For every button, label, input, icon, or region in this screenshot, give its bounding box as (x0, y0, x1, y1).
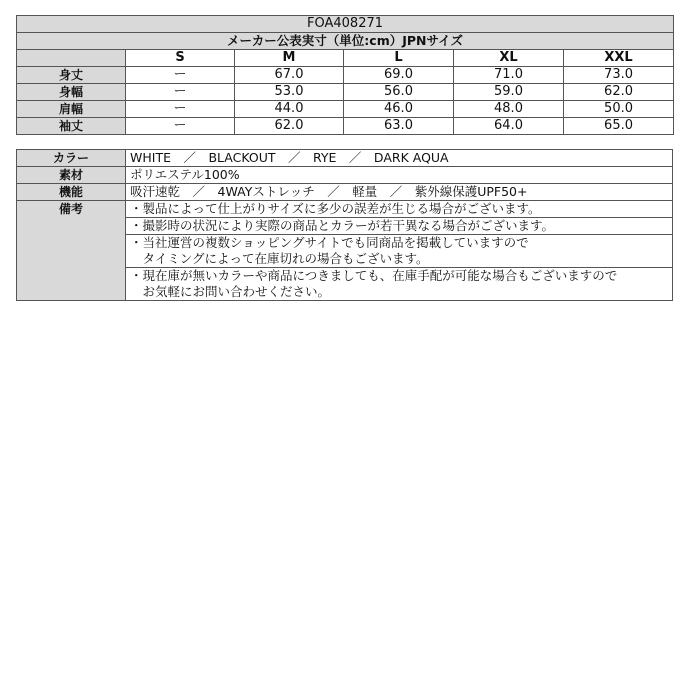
table-row (17, 84, 674, 101)
remark-line: ・現在庫が無いカラーや商品につきましても、在庫手配が可能な場合もございますので (130, 268, 618, 283)
remarks-label: 備考 (17, 201, 126, 301)
remark-line: ・撮影時の状況により実際の商品とカラーが若干異なる場合がございます。 (130, 218, 555, 233)
size-header-row (17, 50, 674, 67)
remark-line: ・製品によって仕上がりサイズに多少の誤差が生じる場合がございます。 (130, 201, 541, 216)
cell: 56.0 (344, 84, 454, 101)
remark-item (126, 218, 673, 235)
cell: 63.0 (344, 118, 454, 135)
product-code: FOA408271 (17, 16, 674, 33)
cell: ー (126, 101, 235, 118)
cell: 62.0 (235, 118, 344, 135)
cell: 65.0 (564, 118, 674, 135)
row-label: 肩幅 (17, 101, 126, 118)
product-info-table (16, 149, 673, 301)
cell: 46.0 (344, 101, 454, 118)
cell: 59.0 (454, 84, 564, 101)
row-label: 身幅 (17, 84, 126, 101)
cell: ー (126, 84, 235, 101)
size-header-xl: XL (454, 50, 564, 67)
material-label: 素材 (17, 167, 126, 184)
cell: 64.0 (454, 118, 564, 135)
remark-item (126, 201, 673, 218)
cell: ー (126, 118, 235, 135)
size-header-s: S (126, 50, 235, 67)
cell: 73.0 (564, 67, 674, 84)
info-row-function (17, 184, 673, 201)
cell: 50.0 (564, 101, 674, 118)
cell: 53.0 (235, 84, 344, 101)
remark-item (126, 235, 673, 268)
table-row (17, 118, 674, 135)
size-header-xxl: XXL (564, 50, 674, 67)
table-row (17, 67, 674, 84)
size-note: メーカー公表実寸（単位:cm）JPNサイズ (17, 33, 674, 50)
remark-line: お気軽にお問い合わせください。 (130, 284, 331, 299)
size-table (16, 15, 674, 135)
cell: 71.0 (454, 67, 564, 84)
size-header-m: M (235, 50, 344, 67)
cell: 62.0 (564, 84, 674, 101)
cell: ー (126, 67, 235, 84)
function-value: 吸汗速乾 ／ 4WAYストレッチ ／ 軽量 ／ 紫外線保護UPF50+ (126, 184, 673, 201)
cell: 67.0 (235, 67, 344, 84)
color-label: カラー (17, 150, 126, 167)
cell: 69.0 (344, 67, 454, 84)
header-blank-cell (17, 50, 126, 67)
material-value: ポリエステル100% (126, 167, 673, 184)
color-value: WHITE ／ BLACKOUT ／ RYE ／ DARK AQUA (126, 150, 673, 167)
row-label: 身丈 (17, 67, 126, 84)
info-row-color (17, 150, 673, 167)
cell: 44.0 (235, 101, 344, 118)
table-row (17, 101, 674, 118)
remark-line: タイミングによって在庫切れの場合もございます。 (130, 251, 429, 266)
remark-line: ・当社運営の複数ショッピングサイトでも同商品を掲載していますので (130, 235, 529, 250)
size-header-l: L (344, 50, 454, 67)
function-label: 機能 (17, 184, 126, 201)
cell: 48.0 (454, 101, 564, 118)
info-row-material (17, 167, 673, 184)
remark-item (126, 268, 673, 301)
info-row-remarks (17, 201, 673, 218)
row-label: 袖丈 (17, 118, 126, 135)
